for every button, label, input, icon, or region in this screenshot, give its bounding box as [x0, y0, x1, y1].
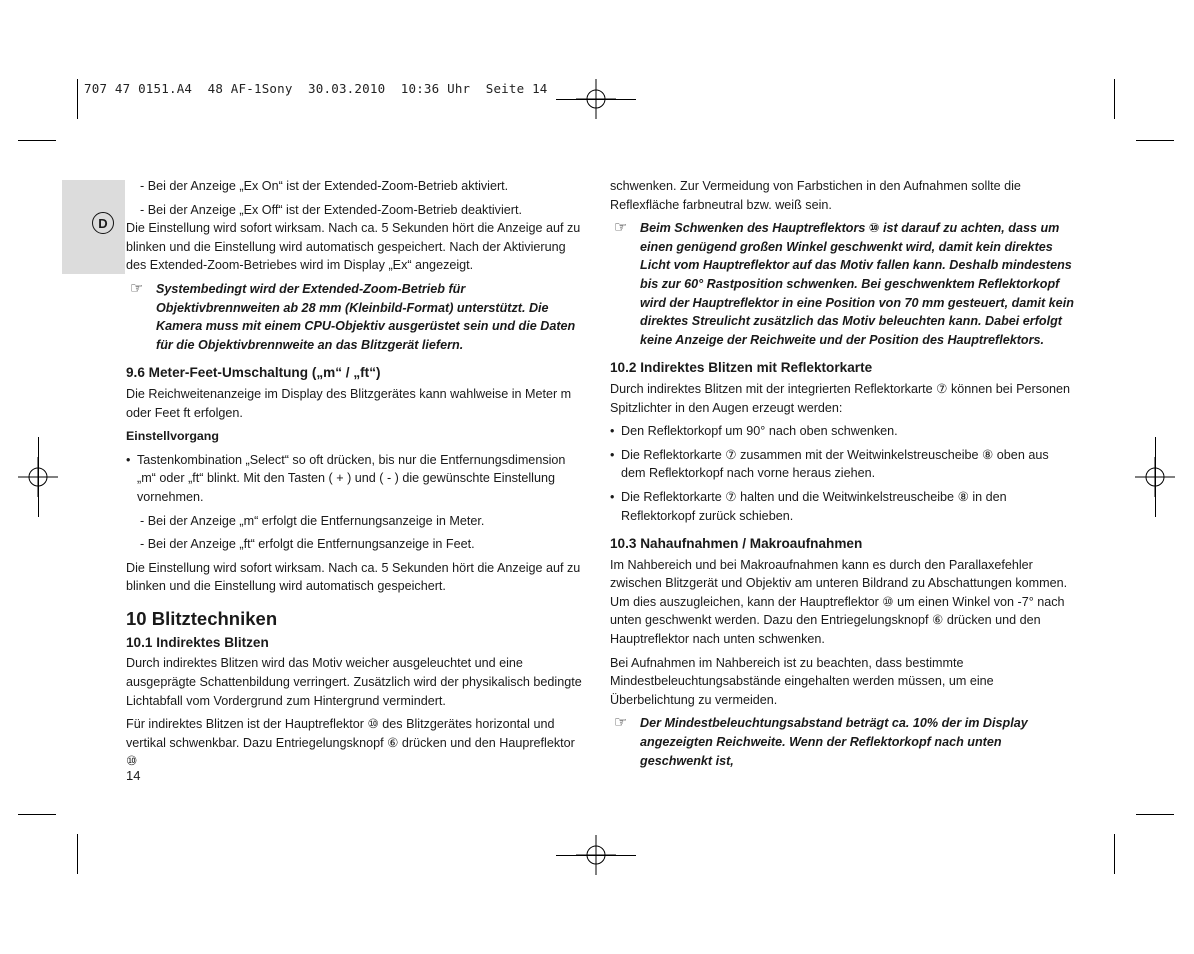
- bullet-icon: •: [610, 489, 615, 504]
- note-text: Beim Schwenken des Hauptreflektors ⑩ ist darauf zu achten, dass um einen genügend großen Winkel geschwenkt wird, damit kein direktes Licht vom Hauptreflektor auf das Motiv fallen kann. Deshalb mindestens bis zur 60° Rastposition schwenken. Bei geschwenktem Reflektorkopf wird der Hauptreflektor in eine Position von 70 mm gesteuert, damit kein direktes Streulicht zusätzlich das Motiv beleuchten kann. Dabei erfolgt keine Anzeige der Reichweite und der Position des Hauptreflektors.: [640, 221, 1074, 347]
- crop-mark: [18, 814, 56, 815]
- list-item: [610, 446, 1076, 483]
- crop-mark: [1136, 140, 1174, 141]
- crop-mark: [556, 855, 636, 856]
- section-heading: 10.3 Nahaufnahmen / Makroaufnahmen: [610, 536, 863, 552]
- list-item: [610, 488, 1076, 525]
- pointing-hand-icon: ☞: [614, 714, 628, 732]
- list-item-text: Die Reflektorkarte ⑦ halten und die Weitwinkelstreuscheibe ⑧ in den Reflektorkopf zurück schieben.: [621, 489, 1007, 523]
- paragraph: Die Einstellung wird sofort wirksam. Nach ca. 5 Sekunden hört die Anzeige auf zu blinken und die Einstellung wird automatisch gespeichert. Nach der Aktivierung des Extended-Zoom-Betriebes wird im Display „Ex“ angezeigt.: [126, 221, 581, 273]
- crop-mark: [77, 834, 78, 874]
- paragraph: Die Einstellung wird sofort wirksam. Nach ca. 5 Sekunden hört die Anzeige auf zu blinken und die Einstellung wird automatisch gespeichert.: [126, 560, 581, 594]
- list-item: [126, 451, 586, 507]
- text-line: - Bei der Anzeige „ft“ erfolgt die Entfernungsanzeige in Feet.: [140, 537, 475, 552]
- note: [610, 714, 1076, 770]
- chapter-heading: 10 Blitztechniken: [126, 607, 278, 629]
- paragraph: Die Reichweitenanzeige im Display des Blitzgerätes kann wahlweise in Meter m oder Feet ft erfolgen.: [126, 386, 572, 420]
- right-column: [610, 177, 1076, 770]
- pointing-hand-icon: ☞: [130, 279, 144, 297]
- bullet-icon: •: [126, 452, 131, 467]
- paragraph: Bei Aufnahmen im Nahbereich ist zu beachten, dass bestimmte Mindestbeleuchtungsabstände eingehalten werden müssen, um eine Überbelichtung zu vermeiden.: [610, 655, 994, 707]
- paragraph: Für indirektes Blitzen ist der Hauptreflektor ⑩ des Blitzgerätes horizontal und vertikal schwenkbar. Dazu Entriegelungsknopf ⑥ drücken und den Haupreflektor ⑩: [126, 717, 575, 769]
- text-line: - Bei der Anzeige „m“ erfolgt die Entfernungsanzeige in Meter.: [140, 513, 485, 528]
- list-item-text: Den Reflektorkopf um 90° nach oben schwenken.: [621, 424, 898, 439]
- note: [126, 280, 586, 354]
- text-line: - Bei der Anzeige „Ex Off“ ist der Extended-Zoom-Betrieb deaktiviert.: [140, 202, 522, 217]
- list-item-text: Die Reflektorkarte ⑦ zusammen mit der Weitwinkelstreuscheibe ⑧ oben aus dem Reflektorkopf nach vorne heraus ziehen.: [621, 447, 1049, 481]
- crop-mark: [1114, 79, 1115, 119]
- subheading: Einstellvorgang: [126, 429, 219, 444]
- note-text: Der Mindestbeleuchtungsabstand beträgt ca. 10% der im Display angezeigten Reichweite. Wenn der Reflektorkopf nach unten geschwenkt ist,: [640, 716, 1028, 768]
- print-slug: 707 47 0151.A4 48 AF-1Sony 30.03.2010 10:36 Uhr Seite 14: [84, 81, 548, 96]
- list-item-text: Tastenkombination „Select“ so oft drücken, bis nur die Entfernungsdimension „m“ oder „ft“ blinkt. Mit den Tasten ( + ) und ( - ) die gewünschte Einstellung vornehmen.: [137, 452, 566, 504]
- language-badge: D: [92, 212, 114, 234]
- bullet-icon: •: [610, 447, 615, 462]
- crop-mark: [1136, 814, 1174, 815]
- paragraph: Im Nahbereich und bei Makroaufnahmen kann es durch den Parallaxefehler zwischen Blitzgerät und Objektiv am unteren Bildrand zu Abschattungen kommen. Um dies auszugleichen, kann der Hauptreflektor ⑩ um einen Winkel von -7° nach unten geschwenkt werden. Dazu den Entriegelungsknopf ⑥ drücken und den Hauptreflektor nach unten schwenken.: [610, 557, 1068, 647]
- paragraph: Durch indirektes Blitzen mit der integrierten Reflektorkarte ⑦ können bei Personen Spitzlichter in den Augen erzeugt werden:: [610, 381, 1070, 415]
- note: [610, 219, 1076, 349]
- section-heading: 9.6 Meter-Feet-Umschaltung („m“ / „ft“): [126, 365, 381, 381]
- section-heading: 10.1 Indirektes Blitzen: [126, 634, 269, 650]
- crop-mark: [38, 437, 39, 517]
- note-text: Systembedingt wird der Extended-Zoom-Betrieb für Objektivbrennweiten ab 28 mm (Kleinbild-Format) unterstützt. Die Kamera muss mit einem CPU-Objektiv ausgerüstet sein und die Daten für die Objektivbrennweite an das Blitzgerät liefern.: [156, 281, 576, 352]
- pointing-hand-icon: ☞: [614, 219, 628, 237]
- list-item: [610, 422, 1076, 441]
- left-column: [126, 177, 586, 771]
- crop-mark: [1155, 437, 1156, 517]
- page-number: 14: [126, 768, 141, 783]
- paragraph: schwenken. Zur Vermeidung von Farbstichen in den Aufnahmen sollte die Reflexfläche farbneutral bzw. weiß sein.: [610, 179, 1021, 212]
- crop-mark: [1114, 834, 1115, 874]
- paragraph: Durch indirektes Blitzen wird das Motiv weicher ausgeleuchtet und eine ausgeprägte Schattenbildung verringert. Zusätzlich wird der physikalisch bedingte Lichtabfall vom Vordergrund zum Hintergrund vermindert.: [126, 656, 582, 708]
- crop-mark: [18, 140, 56, 141]
- text-line: - Bei der Anzeige „Ex On“ ist der Extended-Zoom-Betrieb aktiviert.: [140, 179, 509, 193]
- bullet-icon: •: [610, 424, 615, 439]
- crop-mark: [556, 99, 636, 100]
- section-heading: 10.2 Indirektes Blitzen mit Reflektorkarte: [610, 360, 873, 376]
- crop-mark: [77, 79, 78, 119]
